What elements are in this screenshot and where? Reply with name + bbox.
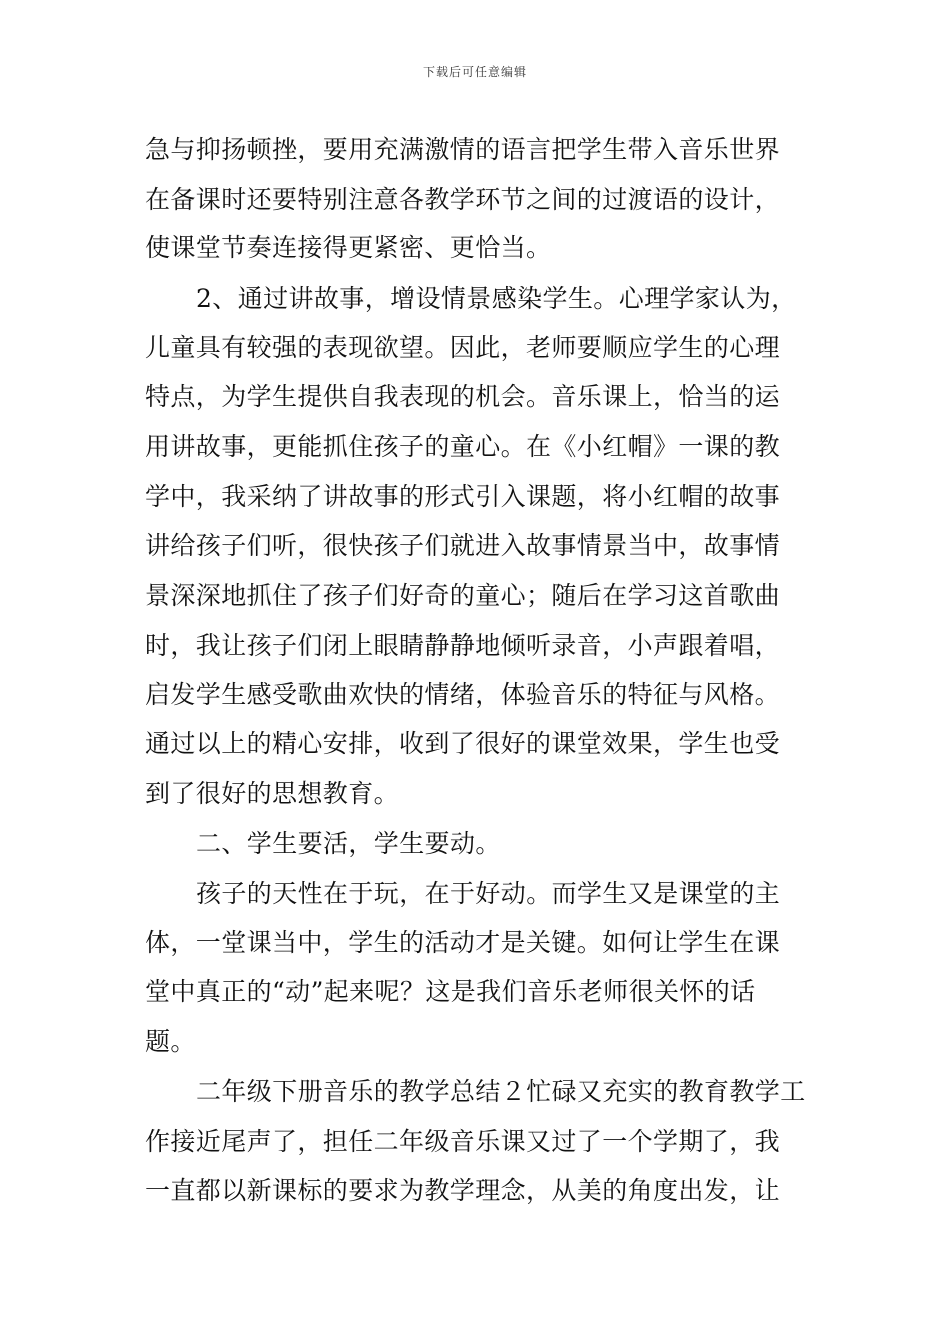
text-line-19: 题。 [145, 1027, 196, 1056]
text-line-16: 孩子的天性在于玩，在于好动。而学生又是课堂的主 [196, 879, 781, 908]
text-line-8: 学中，我采纳了讲故事的形式引入课题，将小红帽的故事 [145, 482, 781, 511]
text-line-1: 急与抑扬顿挫，要用充满激情的语言把学生带入音乐世界 [145, 135, 781, 164]
text-line-3: 使课堂节奏连接得更紧密、更恰当。 [145, 233, 552, 262]
text-line-22: 一直都以新课标的要求为教学理念，从美的角度出发，让 [145, 1176, 781, 1205]
text-line-10: 景深深地抓住了孩子们好奇的童心；随后在学习这首歌曲 [145, 581, 781, 610]
page-header: 下载后可任意编辑 [422, 65, 527, 79]
text-line-6: 特点，为学生提供自我表现的机会。音乐课上，恰当的运 [145, 382, 781, 411]
text-line-17: 体，一堂课当中，学生的活动才是关键。如何让学生在课 [145, 928, 781, 957]
text-line-5: 儿童具有较强的表现欲望。因此，老师要顺应学生的心理 [145, 333, 781, 362]
text-line-7: 用讲故事，更能抓住孩子的童心。在《小红帽》一课的教 [145, 432, 781, 461]
text-line-9: 讲给孩子们听，很快孩子们就进入故事情景当中，故事情 [145, 531, 781, 560]
text-line-14: 到了很好的思想教育。 [145, 779, 400, 808]
text-line-21: 作接近尾声了，担任二年级音乐课又过了一个学期了，我 [145, 1127, 781, 1156]
text-line-2: 在备课时还要特别注意各教学环节之间的过渡语的设计， [145, 185, 781, 214]
text-line-18: 堂中真正的“动”起来呢？这是我们音乐老师很关怀的话 [145, 977, 756, 1006]
text-line-4: 2、通过讲故事，增设情景感染学生。心理学家认为， [196, 284, 797, 313]
text-line-20: 二年级下册音乐的教学总结２忙碌又充实的教育教学工 [196, 1077, 806, 1106]
text-line-12: 启发学生感受歌曲欢快的情绪，体验音乐的特征与风格。 [145, 680, 781, 709]
text-line-13: 通过以上的精心安排，收到了很好的课堂效果，学生也受 [145, 729, 781, 758]
text-line-11: 时，我让孩子们闭上眼睛静静地倾听录音，小声跟着唱， [145, 631, 781, 660]
text-line-15: 二、学生要活，学生要动。 [196, 829, 501, 858]
